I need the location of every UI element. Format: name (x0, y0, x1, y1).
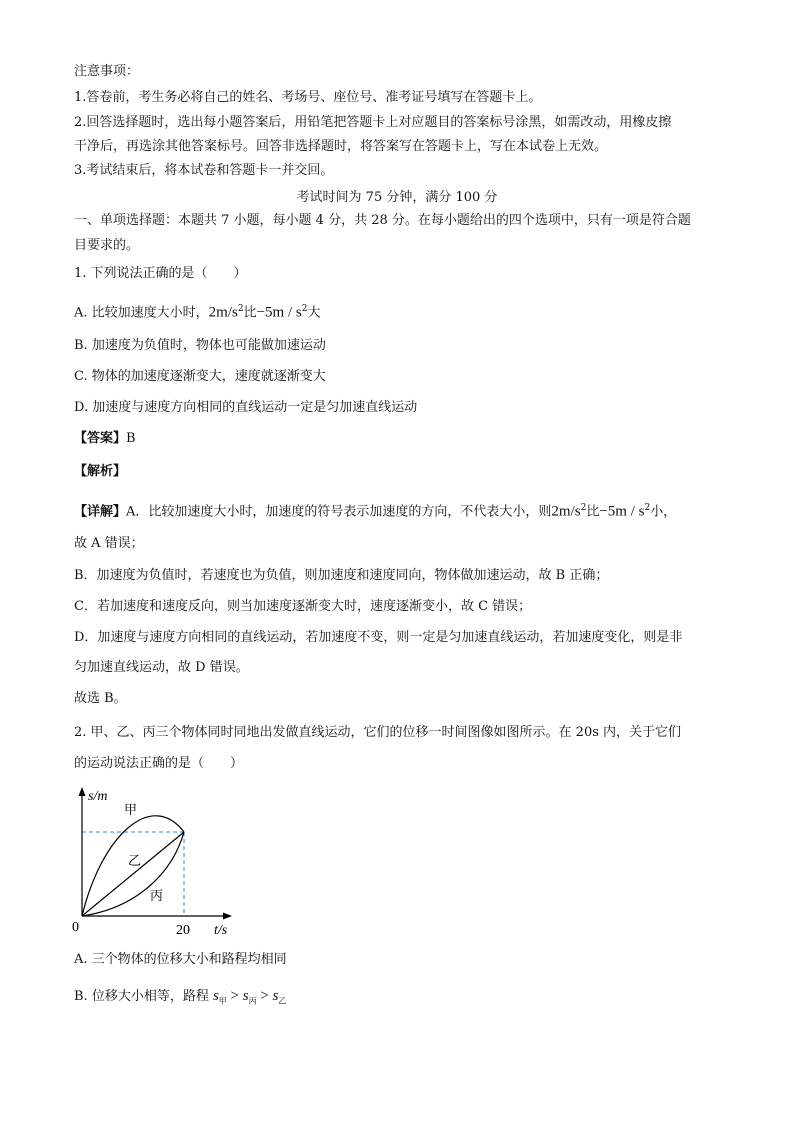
section-heading-cont: 目要求的。 (74, 238, 140, 253)
q1-option-a-math1: 2m/s (208, 304, 238, 321)
section-heading: 一、单项选择题：本题共 7 小题，每小题 4 分，共 28 分。在每小题给出的四个选项中，只有一项是符合题 (74, 213, 691, 228)
notice-item-3: 3.考试结束后，将本试卷和答题卡一并交回。 (74, 163, 334, 178)
answer-value: B (126, 431, 136, 446)
q1-option-c: C. 物体的加速度逐渐变大，速度就逐渐变大 (74, 369, 326, 384)
s-symbol: s (272, 988, 279, 1004)
detail-line1-math1: 2m/s (551, 503, 581, 520)
q1-detail-line4: C．若加速度和速度反向，则当加速度逐渐变大时，速度逐渐变小，故 C 错误； (74, 599, 532, 614)
y-axis-label: s/m (88, 789, 108, 804)
q1-detail-line5: D．加速度与速度方向相同的直线运动，若加速度不变，则一定是匀加速直线运动，若加速度变化，则是非 (74, 630, 683, 645)
q1-option-a-text: A. 比较加速度大小时， (74, 305, 209, 321)
q1-answer (74, 429, 136, 449)
q1-stem: 1. 下列说法正确的是（ ） (74, 266, 247, 281)
y-axis-arrow (79, 787, 86, 796)
superscript: 2 (644, 503, 651, 513)
superscript: 2 (301, 304, 308, 314)
detail-line1-math2: −5m / s (599, 503, 645, 520)
q1-detail-line6: 匀加速直线运动，故 D 错误。 (74, 660, 249, 675)
subscript-yi: 乙 (278, 996, 287, 1006)
q2-option-b-text: B. 位移大小相等，路程 (74, 989, 213, 1004)
label-jia: 甲 (124, 802, 138, 817)
notice-title: 注意事项： (74, 64, 140, 79)
detail-line1-text: A．比较加速度大小时，加速度的符号表示加速度的方向，不代表大小，则 (126, 504, 552, 520)
answer-label: 【答案】 (74, 431, 127, 446)
q1-option-a-mid: 比 (243, 305, 257, 321)
q1-option-b: B. 加速度为负值时，物体也可能做加速运动 (74, 338, 326, 353)
s-symbol: s (212, 988, 219, 1004)
q1-detail-line7: 故选 B。 (74, 691, 127, 706)
x-axis-label: t/s (214, 923, 228, 938)
position-time-graph (66, 782, 246, 938)
detail-label: 【详解】 (74, 504, 127, 520)
gt-sign: > (256, 988, 273, 1004)
detail-line1-mid: 比 (586, 504, 600, 520)
s-symbol: s (242, 988, 249, 1004)
q2-stem-cont: 的运动说法正确的是（ ） (74, 756, 244, 771)
q1-detail-line1 (74, 498, 676, 522)
superscript: 2 (237, 304, 244, 314)
q2-option-a: A. 三个物体的位移大小和路程均相同 (74, 952, 287, 967)
q1-option-d: D. 加速度与速度方向相同的直线运动一定是匀加速直线运动 (74, 400, 418, 415)
subscript-jia: 甲 (218, 996, 227, 1006)
detail-line1-suffix: 小， (650, 504, 677, 520)
x-axis-arrow (223, 913, 232, 920)
x-tick-label: 20 (176, 923, 190, 938)
q1-option-a-math2: −5m / s (256, 304, 302, 321)
notice-item-2: 2.回答选择题时，选出每小题答案后，用铅笔把答题卡上对应题目的答案标号涂黑，如需改动，用橡皮擦 (74, 115, 672, 130)
label-bing: 丙 (150, 888, 164, 903)
notice-item-2-cont: 干净后，再选涂其他答案标号。回答非选择题时，将答案写在答题卡上，写在本试卷上无效。 (74, 139, 608, 154)
origin-label: 0 (72, 920, 79, 935)
curve-yi (82, 832, 184, 916)
exam-info: 考试时间为 75 分钟，满分 100 分 (296, 190, 498, 205)
q1-detail-line3: B．加速度为负值时，若速度也为负值，则加速度和速度同向，物体做加速运动，故 B 正确； (74, 568, 609, 583)
q2-stem: 2. 甲、乙、丙三个物体同时同地出发做直线运动，它们的位移一时间图像如图所示。在 20s 内，关于它们 (74, 725, 682, 740)
q1-detail-line2: 故 A 错误； (74, 536, 144, 551)
analysis-label: 【解析】 (74, 464, 127, 479)
notice-item-1: 1.答卷前，考生务必将自己的姓名、考场号、座位号、准考证号填写在答题卡上。 (74, 90, 542, 105)
gt-sign: > (226, 988, 243, 1004)
q1-option-a-suffix: 大 (307, 305, 321, 321)
q1-option-a (74, 299, 320, 323)
subscript-bing: 丙 (248, 996, 257, 1006)
label-yi: 乙 (128, 853, 142, 868)
superscript: 2 (580, 503, 587, 513)
q2-option-b (74, 986, 286, 1012)
